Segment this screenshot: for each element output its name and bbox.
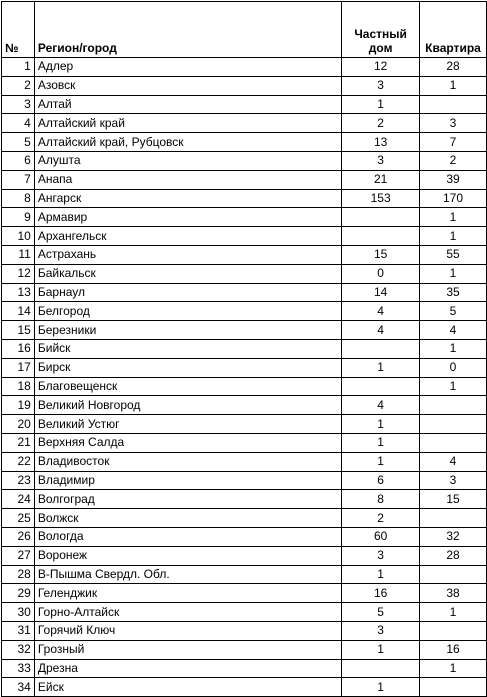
row-number: 26 (2, 527, 35, 546)
table-row (2, 321, 487, 340)
row-private-house: 4 (342, 321, 420, 340)
row-number: 1 (2, 58, 35, 77)
region-table (1, 1, 487, 697)
row-apartment (420, 396, 487, 415)
row-apartment: 4 (420, 452, 487, 471)
row-private-house (342, 659, 420, 678)
row-number: 12 (2, 264, 35, 283)
row-private-house: 2 (342, 509, 420, 528)
row-apartment: 3 (420, 471, 487, 490)
row-apartment: 28 (420, 546, 487, 565)
table-row (2, 396, 487, 415)
row-apartment: 1 (420, 264, 487, 283)
table-row (2, 339, 487, 358)
table-row (2, 170, 487, 189)
table-row (2, 415, 487, 434)
row-private-house: 3 (342, 546, 420, 565)
table-row (2, 133, 487, 152)
row-region: Благовещенск (34, 377, 341, 396)
table-row (2, 659, 487, 678)
row-region: Азовск (34, 76, 341, 95)
row-number: 28 (2, 565, 35, 584)
row-region: Алушта (34, 151, 341, 170)
row-apartment (420, 509, 487, 528)
row-number: 25 (2, 509, 35, 528)
table-row (2, 471, 487, 490)
row-apartment: 170 (420, 189, 487, 208)
row-number: 21 (2, 433, 35, 452)
row-region: Великий Новгород (34, 396, 341, 415)
row-private-house: 2 (342, 114, 420, 133)
row-region: Березники (34, 321, 341, 340)
row-number: 20 (2, 415, 35, 434)
row-number: 4 (2, 114, 35, 133)
row-number: 7 (2, 170, 35, 189)
row-apartment: 2 (420, 151, 487, 170)
row-region: Великий Устюг (34, 415, 341, 434)
row-apartment: 55 (420, 245, 487, 264)
row-region: Астрахань (34, 245, 341, 264)
table-row (2, 490, 487, 509)
row-region: Анапа (34, 170, 341, 189)
table-row (2, 245, 487, 264)
row-region: Барнаул (34, 283, 341, 302)
table-row (2, 603, 487, 622)
row-apartment (420, 565, 487, 584)
row-private-house: 8 (342, 490, 420, 509)
table-row (2, 189, 487, 208)
row-number: 10 (2, 227, 35, 246)
row-apartment: 1 (420, 227, 487, 246)
row-region: Вологда (34, 527, 341, 546)
row-private-house (342, 208, 420, 227)
row-private-house: 1 (342, 640, 420, 659)
table-row (2, 546, 487, 565)
row-number: 22 (2, 452, 35, 471)
row-apartment: 1 (420, 659, 487, 678)
row-private-house: 15 (342, 245, 420, 264)
row-region: Верхняя Салда (34, 433, 341, 452)
table-row (2, 678, 487, 697)
row-private-house: 153 (342, 189, 420, 208)
row-apartment: 5 (420, 302, 487, 321)
table-row (2, 95, 487, 114)
table-row (2, 302, 487, 321)
row-number: 13 (2, 283, 35, 302)
row-apartment: 1 (420, 377, 487, 396)
row-number: 15 (2, 321, 35, 340)
row-number: 6 (2, 151, 35, 170)
row-apartment: 35 (420, 283, 487, 302)
row-region: Воронеж (34, 546, 341, 565)
row-apartment (420, 415, 487, 434)
row-region: Волжск (34, 509, 341, 528)
row-region: Горячий Ключ (34, 621, 341, 640)
row-region: Белгород (34, 302, 341, 321)
row-private-house: 6 (342, 471, 420, 490)
row-number: 33 (2, 659, 35, 678)
row-private-house: 1 (342, 678, 420, 697)
table-row (2, 76, 487, 95)
table-row (2, 114, 487, 133)
row-private-house: 3 (342, 151, 420, 170)
header-row (2, 2, 487, 58)
row-apartment: 1 (420, 603, 487, 622)
header-apartment: Квартира (420, 2, 487, 58)
row-region: Владимир (34, 471, 341, 490)
row-number: 14 (2, 302, 35, 321)
row-private-house: 14 (342, 283, 420, 302)
table-row (2, 433, 487, 452)
table-row (2, 565, 487, 584)
row-region: Байкальск (34, 264, 341, 283)
row-region: Геленджик (34, 584, 341, 603)
row-private-house (342, 339, 420, 358)
table-row (2, 227, 487, 246)
row-number: 17 (2, 358, 35, 377)
row-private-house: 4 (342, 396, 420, 415)
row-region: Архангельск (34, 227, 341, 246)
row-number: 24 (2, 490, 35, 509)
row-number: 2 (2, 76, 35, 95)
row-number: 34 (2, 678, 35, 697)
row-region: Владивосток (34, 452, 341, 471)
row-private-house: 4 (342, 302, 420, 321)
row-region: Горно-Алтайск (34, 603, 341, 622)
table-row (2, 151, 487, 170)
header-num: № (2, 2, 35, 58)
row-apartment: 7 (420, 133, 487, 152)
header-region: Регион/город (34, 2, 341, 58)
row-region: Алтай (34, 95, 341, 114)
row-region: Бирск (34, 358, 341, 377)
row-number: 30 (2, 603, 35, 622)
row-private-house (342, 377, 420, 396)
row-apartment (420, 621, 487, 640)
row-apartment: 0 (420, 358, 487, 377)
row-region: Армавир (34, 208, 341, 227)
table-row (2, 621, 487, 640)
table-row (2, 640, 487, 659)
row-private-house: 1 (342, 95, 420, 114)
row-region: Ейск (34, 678, 341, 697)
row-private-house: 0 (342, 264, 420, 283)
row-number: 23 (2, 471, 35, 490)
row-number: 3 (2, 95, 35, 114)
row-region: Бийск (34, 339, 341, 358)
row-private-house: 5 (342, 603, 420, 622)
header-private-house-line1: Частный (354, 27, 407, 41)
row-private-house: 1 (342, 415, 420, 434)
table-row (2, 264, 487, 283)
row-region: Ангарск (34, 189, 341, 208)
row-apartment (420, 678, 487, 697)
row-apartment: 39 (420, 170, 487, 189)
row-number: 8 (2, 189, 35, 208)
row-private-house: 1 (342, 358, 420, 377)
row-private-house: 60 (342, 527, 420, 546)
row-private-house: 1 (342, 452, 420, 471)
row-apartment: 1 (420, 208, 487, 227)
table-row (2, 509, 487, 528)
row-region: Алтайский край (34, 114, 341, 133)
row-apartment: 1 (420, 76, 487, 95)
row-region: Грозный (34, 640, 341, 659)
row-apartment: 28 (420, 58, 487, 77)
row-apartment (420, 433, 487, 452)
row-private-house: 13 (342, 133, 420, 152)
row-region: Алтайский край, Рубцовск (34, 133, 341, 152)
table-row (2, 527, 487, 546)
table-body (2, 58, 487, 697)
table-row (2, 452, 487, 471)
row-private-house (342, 227, 420, 246)
row-private-house: 16 (342, 584, 420, 603)
table-row (2, 208, 487, 227)
row-private-house: 3 (342, 621, 420, 640)
row-region: Волгоград (34, 490, 341, 509)
row-number: 29 (2, 584, 35, 603)
table-row (2, 584, 487, 603)
row-number: 18 (2, 377, 35, 396)
header-private-house-line2: дом (368, 41, 393, 55)
row-number: 9 (2, 208, 35, 227)
row-apartment: 16 (420, 640, 487, 659)
table-row (2, 283, 487, 302)
header-private-house (342, 2, 420, 58)
row-private-house: 1 (342, 433, 420, 452)
row-apartment: 1 (420, 339, 487, 358)
row-number: 19 (2, 396, 35, 415)
row-apartment: 15 (420, 490, 487, 509)
row-private-house: 21 (342, 170, 420, 189)
table-row (2, 358, 487, 377)
row-number: 31 (2, 621, 35, 640)
row-private-house: 12 (342, 58, 420, 77)
table-row (2, 377, 487, 396)
row-number: 16 (2, 339, 35, 358)
row-number: 27 (2, 546, 35, 565)
row-apartment: 38 (420, 584, 487, 603)
row-apartment (420, 95, 487, 114)
row-private-house: 1 (342, 565, 420, 584)
row-number: 11 (2, 245, 35, 264)
row-region: В-Пышма Свердл. Обл. (34, 565, 341, 584)
row-number: 5 (2, 133, 35, 152)
row-region: Адлер (34, 58, 341, 77)
row-apartment: 4 (420, 321, 487, 340)
row-apartment: 32 (420, 527, 487, 546)
row-region: Дрезна (34, 659, 341, 678)
row-apartment: 3 (420, 114, 487, 133)
table-row (2, 58, 487, 77)
row-private-house: 3 (342, 76, 420, 95)
row-number: 32 (2, 640, 35, 659)
